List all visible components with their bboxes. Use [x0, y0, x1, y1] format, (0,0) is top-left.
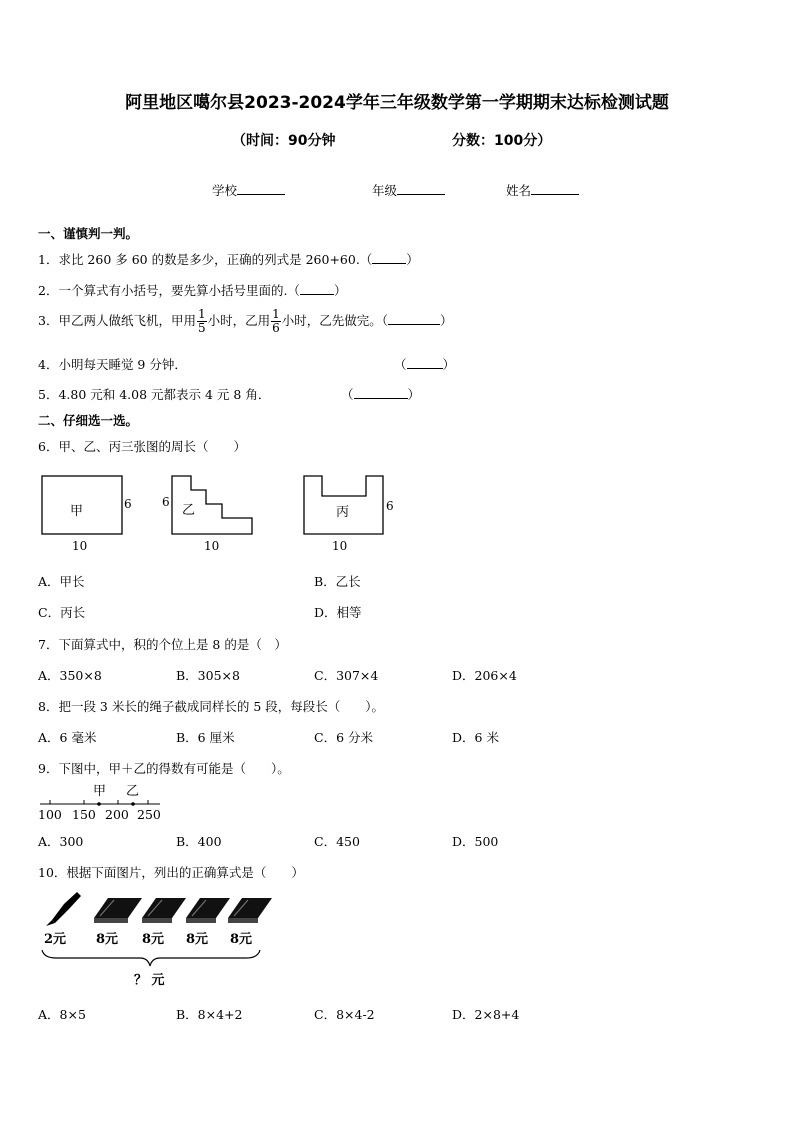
shopping-picture: [36, 888, 286, 992]
number-line: [36, 780, 166, 824]
figure-jia-base: 10: [72, 539, 88, 553]
figure-yi-side: 6: [162, 495, 170, 509]
question-6-text: 6．甲、乙、丙三张图的周长（ ）: [38, 439, 246, 454]
answer-blank-2[interactable]: [300, 284, 334, 295]
q6-option-c[interactable]: C．丙长: [38, 605, 86, 620]
page-title: 阿里地区噶尔县2023-2024学年三年级数学第一学期期末达标检测试题: [125, 93, 669, 113]
figure-yi-base: 10: [204, 539, 220, 553]
question-5-close: ）: [407, 387, 421, 402]
q6-option-a[interactable]: A．甲长: [38, 574, 85, 589]
q6-option-b[interactable]: B．乙长: [314, 574, 361, 589]
fraction-one-sixth: $\frac{1}{6}$: [272, 307, 280, 335]
total-price: ？ 元: [134, 973, 165, 988]
name-field[interactable]: [506, 181, 579, 199]
question-1-close: ）: [406, 252, 419, 267]
exam-time: （时间：90分钟: [232, 133, 336, 149]
q7-option-d[interactable]: D．206×4: [452, 668, 517, 683]
section2-heading: 二、仔细选一选。: [38, 413, 139, 428]
school-field[interactable]: [212, 181, 285, 199]
question-5-open: （: [341, 387, 354, 402]
total-brace: [42, 950, 260, 966]
tick-label-150: 150: [72, 807, 96, 822]
answer-blank-3[interactable]: [388, 314, 440, 325]
question-3: [38, 308, 453, 335]
book-icon-1: [94, 898, 142, 923]
tick-label-100: 100: [38, 807, 62, 822]
answer-blank-4[interactable]: [407, 358, 443, 369]
q10-option-b[interactable]: B．8×4+2: [176, 1007, 243, 1022]
q7-option-c[interactable]: C．307×4: [314, 668, 379, 683]
fraction-one-fifth: $\frac{1}{5}$: [197, 307, 206, 335]
grade-blank[interactable]: [397, 183, 445, 195]
figure-bing-base: 10: [332, 539, 348, 553]
perimeter-figures: [36, 466, 406, 556]
q9-option-b[interactable]: B．400: [176, 834, 222, 849]
label-yi: 乙: [126, 784, 140, 799]
question-9-text: 9．下图中，甲＋乙的得数有可能是（ ）。: [38, 761, 290, 776]
answer-blank-1[interactable]: [372, 253, 406, 264]
q9-option-a[interactable]: A．300: [38, 834, 84, 849]
grade-label: 年级: [372, 183, 398, 198]
book-price-4: 8元: [230, 932, 253, 947]
school-blank[interactable]: [237, 183, 285, 195]
grade-field[interactable]: [372, 181, 445, 199]
question-4-close: ）: [442, 357, 456, 372]
question-10-text: 10．根据下面图片，列出的正确算式是（ ）: [38, 865, 304, 880]
figure-label-yi: 乙: [182, 503, 196, 518]
name-label: 姓名: [506, 183, 532, 198]
q10-option-d[interactable]: D．2×8+4: [452, 1007, 520, 1022]
question-4-text: 4．小明每天睡觉 9 分钟．: [38, 357, 187, 372]
q8-option-d[interactable]: D．6 米: [452, 730, 499, 745]
q9-option-c[interactable]: C．450: [314, 834, 360, 849]
question-1-text: 1．求比 260 多 60 的数是多少，正确的列式是 260+60.（: [38, 252, 373, 267]
q8-option-c[interactable]: C．6 分米: [314, 730, 373, 745]
figure-jia-side: 6: [124, 497, 132, 511]
exam-score: 分数：100分）: [452, 133, 552, 149]
book-price-2: 8元: [142, 932, 165, 947]
question-8-text: 8．把一段 3 米长的绳子截成同样长的 5 段，每段长（ ）。: [38, 699, 385, 714]
figure-bing-side: 6: [386, 499, 394, 513]
question-3-text-b: 小时，乙用: [207, 313, 271, 328]
book-icon-4: [228, 898, 272, 923]
q7-option-b[interactable]: B．305×8: [176, 668, 240, 683]
figure-label-jia: 甲: [70, 504, 84, 519]
question-4-answer: [394, 355, 455, 373]
question-1: [38, 250, 419, 268]
pen-icon: [46, 892, 81, 926]
tick-label-250: 250: [137, 807, 161, 822]
question-2-text: 2．一个算式有小括号，要先算小括号里面的.（: [38, 283, 300, 298]
name-blank[interactable]: [531, 183, 579, 195]
question-2-close: ）: [333, 283, 347, 298]
question-3-close: ）: [440, 313, 453, 328]
q7-option-a[interactable]: A．350×8: [38, 668, 102, 683]
question-4-open: （: [394, 357, 407, 372]
question-4: [38, 355, 187, 373]
book-icon-2: [142, 898, 186, 923]
q8-option-b[interactable]: B．6 厘米: [176, 730, 235, 745]
question-3-text-a: 3．甲乙两人做纸飞机，甲用: [38, 313, 196, 328]
question-2: [38, 281, 346, 299]
tick-label-200: 200: [105, 807, 129, 822]
q9-option-d[interactable]: D．500: [452, 834, 499, 849]
answer-blank-5[interactable]: [354, 388, 408, 399]
point-jia: [97, 802, 101, 806]
q8-option-a[interactable]: A．6 毫米: [38, 730, 97, 745]
q10-option-c[interactable]: C．8×4-2: [314, 1007, 375, 1022]
q10-option-a[interactable]: A．8×5: [38, 1007, 86, 1022]
question-5-text: 5．4.80 元和 4.08 元都表示 4 元 8 角．: [38, 387, 271, 402]
question-5: [38, 385, 270, 403]
school-label: 学校: [212, 183, 238, 198]
figure-label-bing: 丙: [336, 505, 350, 520]
pen-price: 2元: [44, 932, 67, 947]
book-price-3: 8元: [186, 932, 209, 947]
section1-heading: 一、谨慎判一判。: [38, 226, 139, 241]
q6-option-d[interactable]: D．相等: [314, 605, 362, 620]
question-7-text: 7．下面算式中，积的个位上是 8 的是（ ）: [38, 637, 287, 652]
book-price-1: 8元: [96, 932, 119, 947]
label-jia: 甲: [93, 784, 107, 799]
book-icon-3: [186, 898, 230, 923]
point-yi: [131, 802, 135, 806]
question-3-text-c: 小时，乙先做完。（: [281, 313, 389, 328]
question-5-answer: [341, 385, 420, 403]
